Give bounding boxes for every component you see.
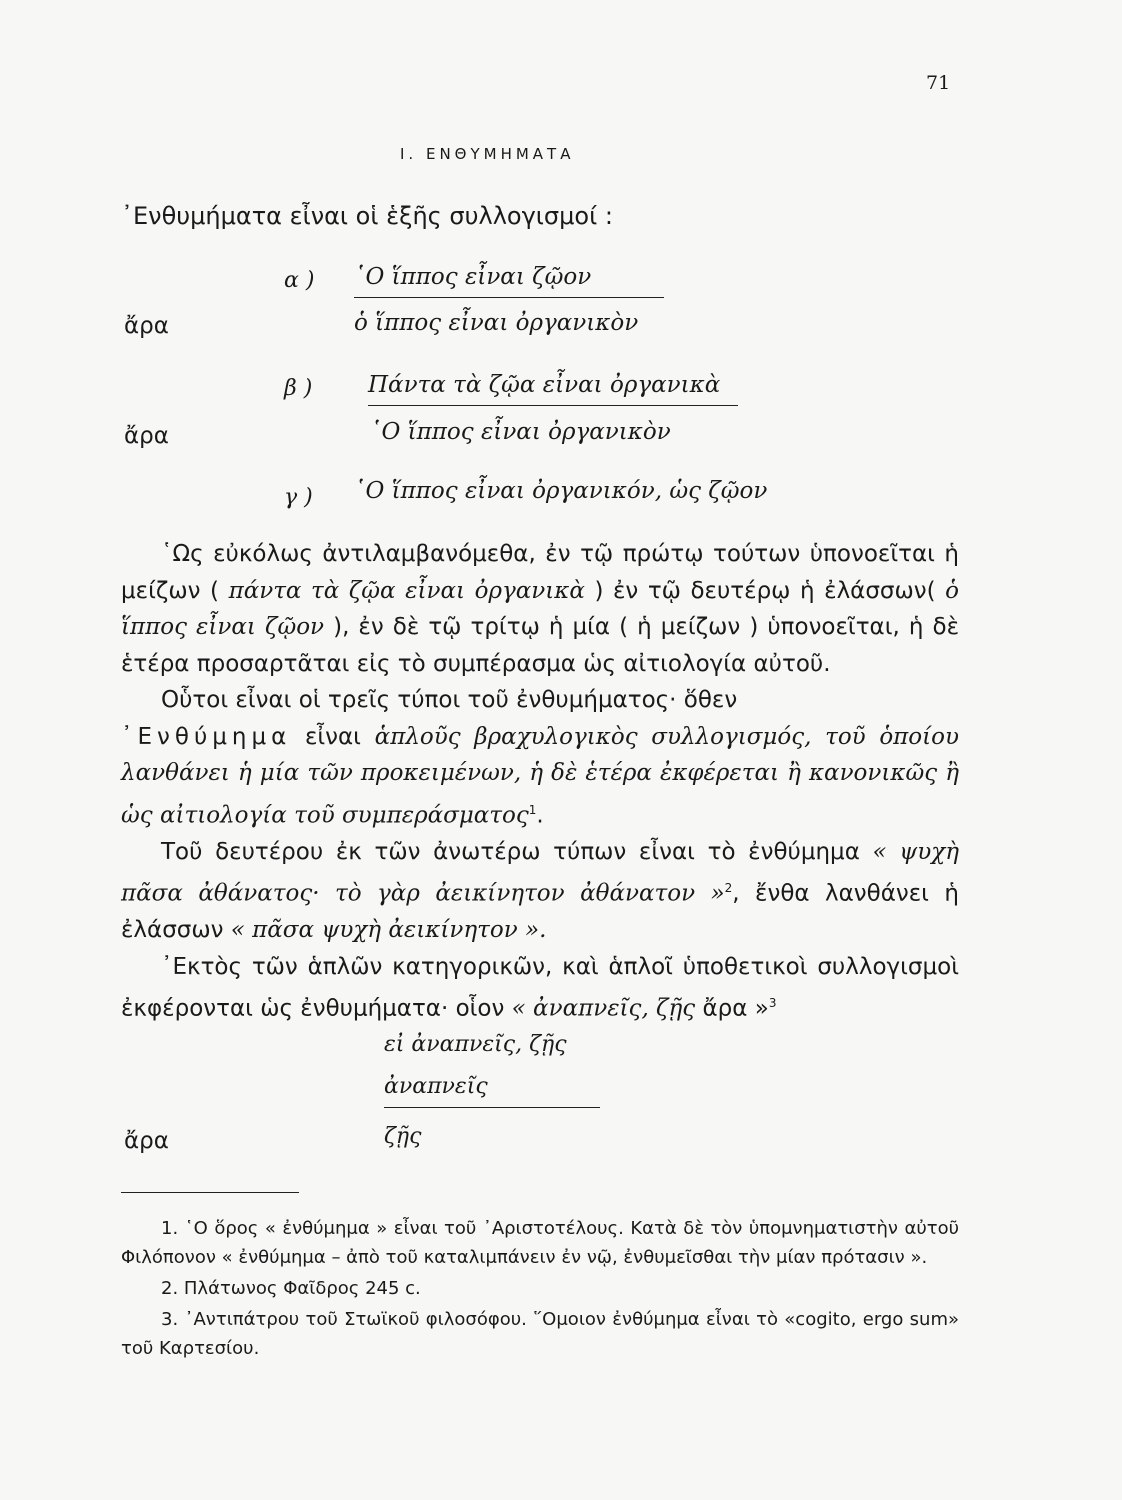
- footnote-3: 3. ᾿Αντιπάτρου τοῦ Στωϊκοῦ φιλοσόφου. ῞Ομοιον ἐνθύμημα εἶναι τὸ «cogito, ergo sum» τοῦ Καρτεσίου.: [121, 1309, 959, 1359]
- hypothetical-premise-2: ἀναπνεῖς: [384, 1074, 488, 1099]
- hypothetical-premise-1: εἰ ἀναπνεῖς, ζῇς: [384, 1032, 567, 1057]
- definition-term: ᾿Ενθύμημα: [121, 723, 292, 750]
- p3-text-2: .: [536, 802, 544, 829]
- syllogism-c-premise: ῾Ο ἵππος εἶναι ὀργανικόν, ὡς ζῷον: [354, 478, 768, 504]
- footnote-separator: [121, 1192, 299, 1193]
- paragraph-4: [121, 834, 959, 949]
- p4-text-2: , ἔνθα λανθάνει ἡ ἐλάσσων: [121, 880, 959, 944]
- p3-italic-1: ἁπλοῦς βραχυλογικὸς συλλογισμός, τοῦ ὁποίου λανθάνει ἡ μία τῶν προκειμένων, ἡ δὲ ἑτέρα ἐκφέρεται ἢ κανονικῶς ἢ ὡς αἰτιολογία τοῦ συμπεράσματος: [121, 723, 959, 829]
- p5-text-2: ἄρα »: [702, 995, 769, 1022]
- ara-label-a: ἄρα: [124, 313, 169, 339]
- page-number: 71: [926, 72, 951, 94]
- ara-label-hypothetical: ἄρα: [124, 1128, 169, 1154]
- ara-label-b: ἄρα: [124, 423, 169, 449]
- intro-sentence: ᾿Ενθυμήματα εἶναι οἱ ἑξῆς συλλογισμοί :: [121, 202, 613, 230]
- p5-italic-1: « ἀναπνεῖς, ζῇς: [511, 995, 703, 1022]
- footnote-ref-1: 1: [528, 802, 537, 817]
- syllogism-a-conclusion: ὁ ἵππος εἶναι ὀργανικὸν: [354, 310, 639, 336]
- p1-text-2: ) ἐν τῷ δευτέρῳ ἡ ἐλάσσων(: [594, 577, 936, 604]
- p4-text-1: Τοῦ δευτέρου ἐκ τῶν ἀνωτέρω τύπων εἶναι τὸ ἐνθύμημα: [161, 838, 873, 865]
- paragraph-5: [121, 949, 959, 1028]
- syllogism-b-conclusion: ῾Ο ἵππος εἶναι ὀργανικὸν: [370, 419, 671, 445]
- paragraph-definition: [121, 719, 959, 834]
- syllogism-c-label: γ ): [284, 485, 313, 510]
- syllogism-b-label: β ): [284, 376, 313, 401]
- footnote-2: 2. Πλάτωνος Φαῖδρος 245 c.: [161, 1278, 421, 1299]
- syllogism-a-premise: ῾Ο ἵππος εἶναι ζῷον: [354, 264, 592, 290]
- syllogism-b-rule: [368, 405, 738, 406]
- syllogism-a-rule: [354, 297, 664, 298]
- footnotes: [121, 1214, 959, 1363]
- paragraph-2: Οὗτοι εἶναι οἱ τρεῖς τύποι τοῦ ἐνθυμήματος· ὅθεν: [161, 687, 738, 713]
- paragraph-1: [121, 536, 959, 682]
- p4-italic-2: « πᾶσα ψυχὴ ἀεικίνητον ».: [230, 917, 547, 944]
- syllogism-b-premise: Πάντα τὰ ζῷα εἶναι ὀργανικὰ: [368, 372, 721, 398]
- p3-text-1: εἶναι: [291, 723, 375, 750]
- footnote-ref-2: 2: [724, 881, 733, 896]
- p4-italic-1: « ψυχὴ πᾶσα ἀθάνατος· τὸ γὰρ ἀεικίνητον ἀθάνατον »: [121, 838, 959, 907]
- p5-text-1: ᾿Εκτὸς τῶν ἁπλῶν κατηγορικῶν, καὶ ἁπλοῖ ὑποθετικοὶ συλλογισμοὶ ἐκφέρονται ὡς ἐνθυμήματα· οἷον: [121, 953, 959, 1022]
- p1-italic-2: ὁ ἵππος εἶναι ζῷον: [121, 577, 959, 640]
- footnote-1: 1. ῾Ο ὅρος « ἐνθύμημα » εἶναι τοῦ ᾿Αριστοτέλους. Κατὰ δὲ τὸν ὑπομνηματιστὴν αὐτοῦ Φιλόπονον « ἐνθύμημα – ἀπὸ τοῦ καταλιμπάνειν ἐν νῷ, ἐνθυμεῖσθαι τὴν μίαν πρότασιν ».: [121, 1218, 959, 1268]
- p1-text-3: ), ἐν δὲ τῷ τρίτῳ ἡ μία ( ἡ μείζων ) ὑπονοεῖται, ἡ δὲ ἑτέρα προσαρτᾶται εἰς τὸ συμπέρασμα ὡς αἰτιολογία αὐτοῦ.: [121, 614, 959, 677]
- main-text: [121, 536, 959, 1027]
- hypothetical-rule: [384, 1107, 600, 1108]
- footnote-ref-3: 3: [768, 996, 777, 1011]
- hypothetical-conclusion: ζῇς: [384, 1124, 422, 1149]
- section-heading: Ι. ΕΝΘΥΜΗΜΑΤΑ: [400, 145, 575, 163]
- p1-text-1: ῾Ως εὐκόλως ἀντιλαμβανόμεθα, ἐν τῷ πρώτῳ τούτων ὑπονοεῖται ἡ μείζων (: [121, 541, 959, 604]
- syllogism-a-label: α ): [284, 268, 315, 293]
- p1-italic-1: πάντα τὰ ζῷα εἶναι ὀργανικὰ: [219, 577, 595, 604]
